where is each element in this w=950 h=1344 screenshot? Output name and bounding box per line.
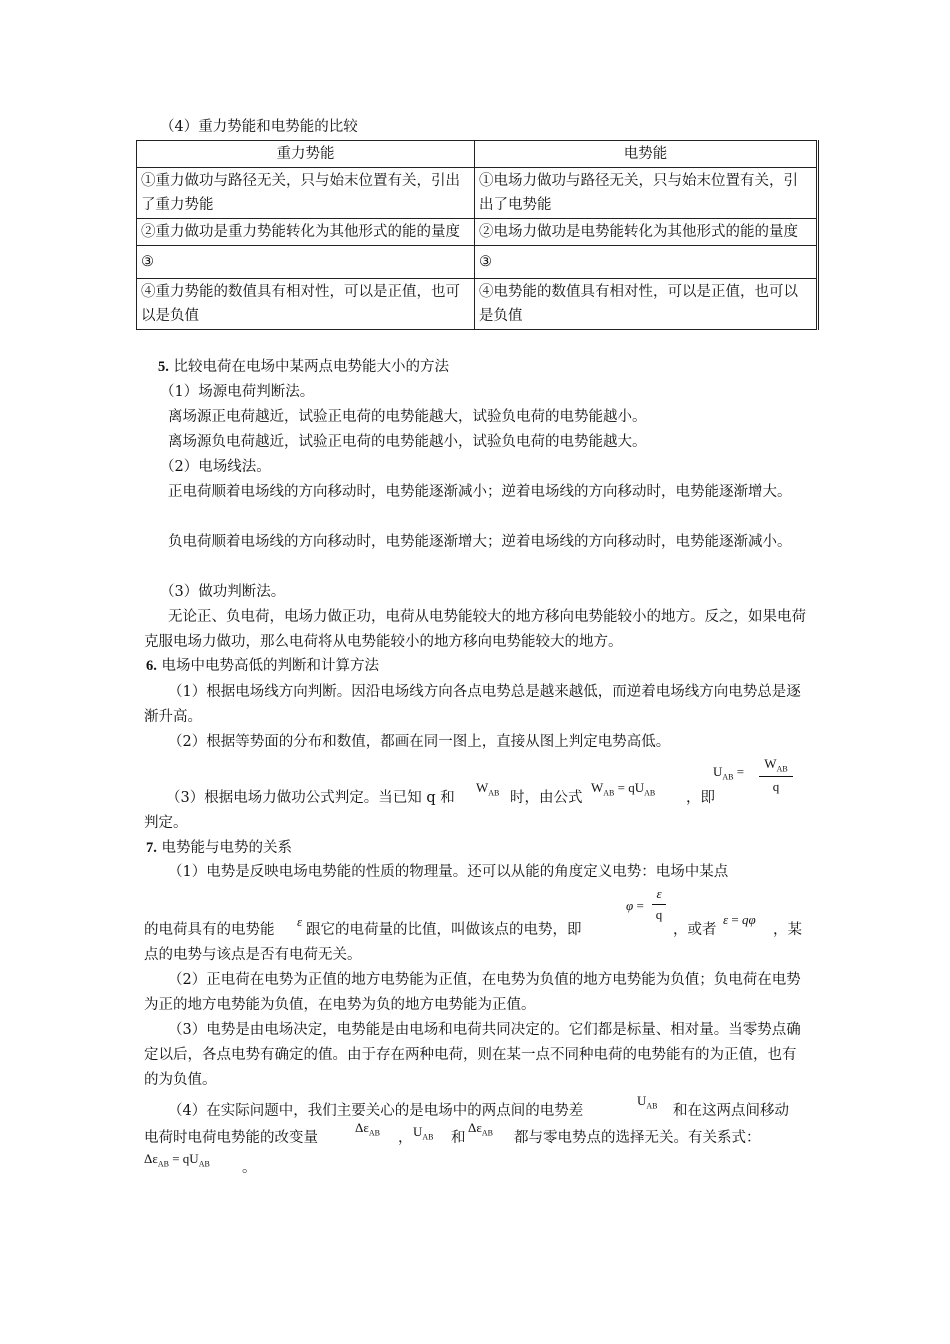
formula-W-eq-qU: $W_{AB} = qU_{AB}$ (591, 780, 656, 798)
s7-p4-a: （4）在实际问题中，我们主要关心的是电场中的两点间的电势差 (168, 1103, 584, 1119)
s5-method1-title: （1）场源电荷判断法。 (160, 384, 315, 400)
table-row (137, 168, 818, 219)
s7-p4-d: ， (398, 1130, 413, 1146)
section-7-number: 7. (146, 840, 157, 856)
formula-U-AB: $U_{AB}$ = (713, 764, 745, 782)
section-5-number: 5. (158, 359, 169, 375)
s7-p4-g: 。 (242, 1160, 257, 1176)
table-row (137, 246, 818, 279)
s7-p2: （2）正电荷在电势为正值的地方电势能为正值，在电势为负值的地方电势能为负值；负电荷在电势为正的地方电势能为负值，在电势为负的地方电势能为正值。 (144, 972, 801, 1013)
s7-p1-f: 点的电势与该点是否有电荷无关。 (144, 947, 362, 963)
s7-p4-c: 电荷时电荷电势能的改变量 (144, 1130, 318, 1146)
table-cell: ③ (475, 246, 818, 279)
formula-W-AB: $W_{AB}$ (476, 780, 500, 798)
header-gravity: 重力势能 (137, 141, 475, 168)
s5-method1-a: 离场源正电荷越近，试验正电荷的电势能越大，试验负电荷的电势能越小。 (168, 409, 647, 425)
comparison-table (136, 140, 819, 330)
table-cell: ②重力做功是重力势能转化为其他形式的能的量度 (137, 219, 475, 246)
formula-delta-eps-AB-2: $\Delta\varepsilon_{AB}$ (468, 1120, 493, 1138)
s5-method3-title: （3）做功判断法。 (160, 584, 286, 600)
section-6-heading (146, 655, 379, 677)
s7-p1-d: ，或者 (673, 922, 717, 938)
table-row (137, 279, 818, 330)
formula-eps-eq-qphi: ε = qφ (723, 912, 756, 927)
s5-method1-b: 离场源负电荷越近，试验正电荷的电势能越小，试验负电荷的电势能越大。 (168, 434, 647, 450)
section-7-title: 电势能与电势的关系 (161, 840, 292, 856)
s6-p3-e: 判定。 (144, 815, 188, 831)
s5-method2-title: （2）电场线法。 (160, 459, 271, 475)
s5-method2-a: 正电荷顺着电场线的方向移动时，电势能逐渐减小；逆着电场线的方向移动时，电势能逐渐增大。 (168, 484, 792, 500)
math-q: q (426, 790, 436, 806)
table-cell: ①重力做功与路径无关，只与始末位置有关，引出了重力势能 (137, 168, 475, 219)
s7-p1-a: （1）电势是反映电场电势能的性质的物理量。还可以从能的角度定义电势：电场中某点 (168, 864, 729, 880)
s7-p1-e: ，某 (773, 922, 802, 938)
s5-method3-a: 无论正、负电荷，电场力做正功，电荷从电势能较大的地方移向电势能较小的地方。反之，如果电荷克服电场力做功，那么电荷将从电势能较小的地方移向电势能较大的地方。 (144, 609, 806, 650)
table-cell: ④电势能的数值具有相对性，可以是正值，也可以是负值 (475, 279, 818, 330)
fraction-W-over-q: $W_{AB}$ q (759, 756, 793, 795)
table-header-row (137, 141, 818, 168)
section-6-title: 电场中电势高低的判断和计算方法 (161, 658, 379, 674)
table-row (137, 219, 818, 246)
fraction-eps-over-q: ε q (652, 886, 666, 923)
table-cell: ①电场力做功与路径无关，只与始末位置有关，引出了电势能 (475, 168, 818, 219)
s6-p1: （1）根据电场线方向判断。因沿电场线方向各点电势总是越来越低，而逆着电场线方向电势总是逐渐升高。 (144, 684, 801, 725)
formula-U-AB-1: $U_{AB}$ (637, 1093, 658, 1111)
s6-p3-d: ，即 (686, 790, 715, 806)
formula-delta-eps-AB-1: $\Delta\varepsilon_{AB}$ (355, 1120, 380, 1138)
s7-p1-c: 跟它的电荷量的比值，叫做该点的电势，即 (306, 922, 582, 938)
table-cell: ④重力势能的数值具有相对性，可以是正值，也可以是负值 (137, 279, 475, 330)
table-cell: ②电场力做功是电势能转化为其他形式的能的量度 (475, 219, 818, 246)
s7-p3: （3）电势是由电场决定，电势能是由电场和电荷共同决定的。它们都是标量、相对量。当零势点确定以后，各点电势有确定的值。由于存在两种电荷，则在某一点不同种电荷的电势能有的为正值，也有的为负值。 (144, 1022, 801, 1088)
s5-method2-b: 负电荷顺着电场线的方向移动时，电势能逐渐增大；逆着电场线的方向移动时，电势能逐渐减小。 (168, 534, 792, 550)
header-electric: 电势能 (475, 141, 818, 168)
formula-delta-eps-eq-qU: $\Delta\varepsilon_{AB} = qU_{AB}$ (144, 1151, 210, 1169)
s7-p1-b: 的电荷具有的电势能 (144, 922, 275, 938)
s7-p4-e: 和 (451, 1130, 466, 1146)
table-cell: ③ (137, 246, 475, 279)
section-5-title: 比较电荷在电场中某两点电势能大小的方法 (173, 359, 449, 375)
s6-p3-c: 时，由公式 (510, 790, 583, 806)
section-5-heading (158, 356, 449, 378)
math-epsilon: ε (297, 914, 303, 929)
section-4-title: （4）重力势能和电势能的比较 (160, 119, 358, 135)
formula-U-AB-2: $U_{AB}$ (413, 1124, 434, 1142)
section-7-heading (146, 837, 292, 859)
section-6-number: 6. (146, 658, 157, 674)
s6-p3-a: （3）根据电场力做功公式判定。当已知 q 和 (166, 790, 455, 806)
math-phi-eq: φ = (626, 898, 644, 913)
s7-p4-f: 都与零电势点的选择无关。有关系式： (514, 1130, 761, 1146)
s7-p4-b: 和在这两点间移动 (673, 1103, 789, 1119)
s6-p2: （2）根据等势面的分布和数值，都画在同一图上，直接从图上判定电势高低。 (168, 734, 671, 750)
